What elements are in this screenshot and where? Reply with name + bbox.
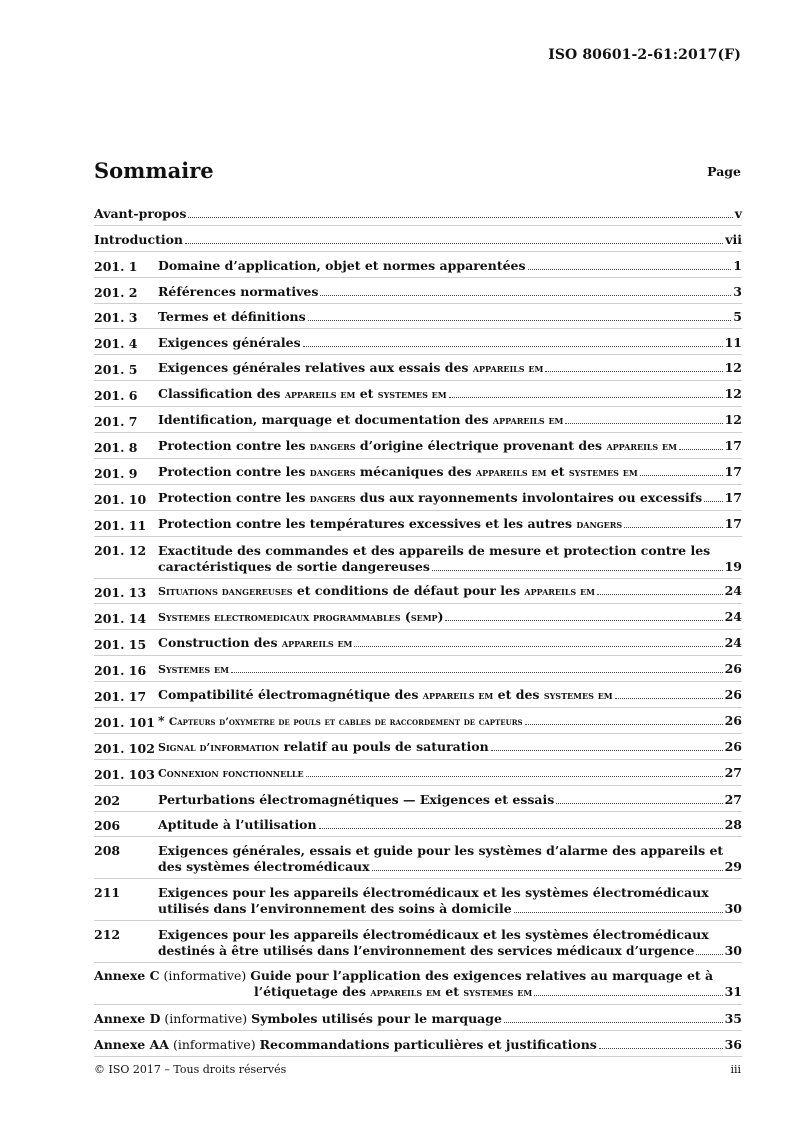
toc-entry-201-10[interactable]	[94, 485, 742, 511]
dot-leader	[534, 995, 722, 996]
toc-entry-number: 201. 14	[94, 611, 147, 627]
toc-entry-number: 201. 11	[94, 517, 147, 533]
toc-entry-number: 206	[94, 818, 121, 834]
toc-entry-page[interactable]: 26	[724, 712, 742, 728]
toc-entry-number: 201. 8	[94, 439, 138, 455]
dot-leader	[565, 423, 722, 424]
dot-leader	[679, 449, 723, 450]
toc-entry-201-7[interactable]	[94, 407, 742, 433]
toc-entry-number: 201. 4	[94, 336, 138, 352]
toc-entry-page[interactable]: 26	[724, 661, 742, 677]
dot-leader	[320, 295, 731, 296]
toc-entry-title[interactable]: Protection contre les dangers d’origine électrique provenant des appareils em	[158, 437, 677, 453]
dot-leader	[504, 1022, 723, 1023]
toc-entry-page[interactable]: 26	[724, 687, 742, 703]
toc-entry-201-12[interactable]	[94, 537, 742, 579]
toc-entry-title[interactable]: Classification des appareils em et systemes em	[158, 386, 447, 402]
dot-leader	[306, 776, 723, 777]
dot-leader	[514, 912, 723, 913]
toc-entry-title[interactable]: Systemes electromedicaux programmables (semp)	[158, 609, 444, 625]
toc-entry-number: 201. 6	[94, 388, 138, 404]
toc-entry-number: 201. 10	[94, 491, 147, 507]
toc-entry-number: 201. 103	[94, 766, 155, 782]
toc-entry-201-8[interactable]	[94, 433, 742, 459]
toc-entry-title[interactable]: Situations dangereuses et conditions de défaut pour les appareils em	[158, 583, 595, 599]
toc-entry-title[interactable]: Annexe AA (informative) Recommandations particulières et justifications	[94, 1037, 597, 1053]
toc-entry-number: 201. 1	[94, 258, 138, 274]
dot-leader	[615, 698, 723, 699]
dot-leader	[491, 750, 723, 751]
toc-entry-title[interactable]: Exigences générales	[158, 335, 301, 351]
toc-entry-number: 201. 3	[94, 310, 138, 326]
toc-entry-page[interactable]: 5	[733, 309, 742, 325]
toc-entry-number: 211	[94, 885, 121, 901]
toc-entry-page[interactable]: 17	[724, 515, 742, 531]
toc-entry-page[interactable]: 35	[724, 1011, 742, 1027]
toc-entry-number: 201. 17	[94, 689, 147, 705]
toc-entry-208[interactable]	[94, 837, 742, 879]
toc-entry-title[interactable]: destinés à être utilisés dans l’environnement des services médicaux d’urgence	[158, 944, 695, 959]
toc-entry-201-3[interactable]	[94, 304, 742, 330]
toc-entry-206[interactable]	[94, 812, 742, 838]
toc-entry-page[interactable]: 27	[724, 764, 742, 780]
toc-entry-title[interactable]: des systèmes électromédicaux	[158, 859, 370, 875]
toc-entry-title[interactable]: utilisés dans l’environnement des soins à domicile	[158, 901, 512, 917]
toc-entry-number: 201. 5	[94, 362, 138, 378]
toc-entry-title[interactable]: Construction des appareils em	[158, 635, 353, 651]
toc-entry-201-15[interactable]	[94, 630, 742, 656]
toc-entry-title[interactable]: * Capteurs d’oxymetre de pouls et cables de raccordement de capteurs	[158, 712, 523, 728]
toc-entry-number: Annexe D	[94, 1011, 161, 1027]
toc-entry-title[interactable]: Exigences générales relatives aux essais des appareils em	[158, 360, 544, 376]
toc-entry-211[interactable]	[94, 879, 742, 921]
toc-entry-number: 201. 102	[94, 740, 155, 756]
toc-entry-annexe-d[interactable]	[94, 1005, 742, 1031]
toc-entry-page[interactable]: 30	[724, 943, 742, 959]
toc-entry-title[interactable]: caractéristiques de sortie dangereuses	[158, 558, 430, 574]
dot-leader	[308, 320, 732, 321]
dot-leader	[640, 475, 723, 476]
dot-leader	[624, 527, 722, 528]
dot-leader	[449, 397, 723, 398]
toc-entry-201-9[interactable]	[94, 459, 742, 485]
toc-entry-number: 212	[94, 927, 121, 943]
toc-entry-201-5[interactable]	[94, 355, 742, 381]
toc-entry-page[interactable]: 17	[724, 463, 742, 479]
toc-entry-201-14[interactable]	[94, 604, 742, 630]
dot-leader	[354, 646, 722, 647]
toc-entry-annexe-c[interactable]	[94, 963, 742, 1005]
toc-entry-201-16[interactable]	[94, 656, 742, 682]
copyright-notice: © ISO 2017 – Tous droits réservés	[94, 1063, 287, 1076]
toc-entry-title[interactable]: Systemes em	[158, 663, 229, 677]
toc-entry-title[interactable]: Protection contre les dangers dus aux rayonnements involontaires ou excessifs	[158, 489, 703, 505]
toc-entry-page[interactable]: 12	[724, 412, 742, 428]
toc-entry-title[interactable]: l’étiquetage des appareils em et systemes em	[254, 984, 533, 1000]
toc-entry-202[interactable]	[94, 786, 742, 812]
dot-leader	[597, 594, 723, 595]
standard-reference: ISO 80601-2-61:2017(F)	[548, 47, 741, 63]
toc-entry-title[interactable]: Protection contre les dangers mécaniques des appareils em et systemes em	[158, 463, 638, 479]
toc-entry-title-line1[interactable]: Exactitude des commandes et des appareils de mesure et protection contre les	[158, 542, 711, 558]
table-of-contents	[94, 200, 742, 1057]
toc-entry-201-6[interactable]	[94, 381, 742, 407]
toc-page-column-label: Page	[707, 164, 741, 179]
toc-entry-page[interactable]: 24	[724, 583, 742, 599]
page-number: iii	[730, 1063, 741, 1076]
toc-entry-annexe-aa[interactable]	[94, 1031, 742, 1057]
toc-entry-201-4[interactable]	[94, 329, 742, 355]
toc-entry-page[interactable]: 24	[724, 609, 742, 625]
toc-entry-title[interactable]: Connexion fonctionnelle	[158, 766, 304, 780]
toc-title: Sommaire	[94, 158, 214, 183]
dot-leader	[372, 870, 723, 871]
toc-entry-page[interactable]: v	[734, 205, 742, 221]
toc-entry-page[interactable]: 17	[724, 437, 742, 453]
informative-tag: (informative)	[159, 968, 251, 984]
informative-tag: (informative)	[168, 1037, 260, 1053]
toc-entry-page[interactable]: 11	[724, 335, 742, 351]
toc-entry-title[interactable]: Domaine d’application, objet et normes apparentées	[158, 257, 526, 273]
toc-entry-page[interactable]: 12	[724, 386, 742, 402]
toc-entry-201-101[interactable]	[94, 708, 742, 734]
toc-entry-page[interactable]: 28	[724, 817, 742, 833]
toc-entry-number: 201. 16	[94, 663, 147, 679]
toc-entry-201-17[interactable]	[94, 682, 742, 708]
toc-entry-212[interactable]	[94, 921, 742, 963]
toc-entry-page[interactable]: 24	[724, 635, 742, 651]
dot-leader	[545, 371, 722, 372]
toc-entry-title[interactable]: Signal d’information relatif au pouls de saturation	[158, 738, 489, 754]
toc-entry-title[interactable]: Perturbations électromagnétiques — Exigences et essais	[158, 791, 555, 807]
dot-leader	[696, 954, 722, 955]
dot-leader	[185, 243, 723, 244]
toc-entry-title[interactable]: Annexe D (informative) Symboles utilisés pour le marquage	[94, 1011, 502, 1027]
toc-entry-page[interactable]: 27	[724, 791, 742, 807]
toc-entry-number: 201. 101	[94, 714, 155, 730]
toc-entry-title-line1[interactable]: Annexe C (informative) Guide pour l’application des exigences relatives au marquage et à	[94, 968, 714, 984]
toc-entry-201-102[interactable]	[94, 734, 742, 760]
dot-leader	[231, 672, 723, 673]
toc-entry-page[interactable]: 30	[724, 901, 742, 917]
toc-entry-number: 201. 2	[94, 284, 138, 300]
toc-entry-number: Annexe C	[94, 968, 160, 984]
toc-entry-page[interactable]: 17	[724, 489, 742, 505]
toc-entry-title[interactable]: Références normatives	[158, 283, 319, 299]
toc-entry-title-line1[interactable]: Exigences générales, essais et guide pour les systèmes d’alarme des appareils et	[158, 843, 724, 859]
dot-leader	[599, 1048, 723, 1049]
toc-entry-number: Annexe AA	[94, 1037, 169, 1053]
toc-entry-number: 201. 9	[94, 465, 138, 481]
toc-entry-introduction[interactable]	[94, 226, 742, 252]
toc-entry-page[interactable]: 3	[733, 283, 742, 299]
toc-entry-number: 202	[94, 792, 121, 808]
toc-entry-201-13[interactable]	[94, 579, 742, 605]
toc-entry-title[interactable]: Introduction	[94, 231, 184, 247]
dot-leader	[319, 828, 723, 829]
toc-entry-title[interactable]: Compatibilité électromagnétique des appareils em et des systemes em	[158, 687, 613, 703]
toc-entry-201-2[interactable]	[94, 278, 742, 304]
toc-entry-title-line1[interactable]: Exigences pour les appareils électromédicaux et les systèmes électromédicaux	[158, 885, 709, 901]
toc-entry-page[interactable]: 26	[724, 738, 742, 754]
dot-leader	[528, 269, 732, 270]
toc-entry-201-11[interactable]	[94, 511, 742, 537]
toc-entry-number: 201. 12	[94, 542, 147, 558]
toc-entry-number: 208	[94, 843, 121, 859]
toc-entry-title[interactable]: Protection contre les températures excessives et les autres dangers	[158, 515, 623, 531]
toc-entry-page[interactable]: vii	[725, 231, 742, 247]
toc-entry-title[interactable]: Avant-propos	[94, 205, 187, 221]
toc-entry-page[interactable]: 29	[724, 859, 742, 875]
toc-entry-page[interactable]: 12	[724, 360, 742, 376]
toc-entry-title[interactable]: Termes et définitions	[158, 309, 306, 325]
toc-entry-201-103[interactable]	[94, 760, 742, 786]
toc-entry-page[interactable]: 1	[733, 257, 742, 273]
dot-leader	[525, 724, 723, 725]
toc-entry-number: 201. 15	[94, 637, 147, 653]
dot-leader	[556, 803, 722, 804]
toc-entry-title[interactable]: Identification, marquage et documentation des appareils em	[158, 412, 564, 428]
toc-entry-201-1[interactable]	[94, 252, 742, 278]
dot-leader	[704, 501, 722, 502]
dot-leader	[432, 570, 723, 571]
informative-tag: (informative)	[160, 1011, 252, 1027]
toc-entry-page[interactable]: 36	[724, 1037, 742, 1053]
toc-entry-title-line1[interactable]: Exigences pour les appareils électromédicaux et les systèmes électromédicaux	[158, 927, 709, 943]
toc-entry-title[interactable]: Aptitude à l’utilisation	[158, 817, 317, 833]
toc-entry-page[interactable]: 19	[724, 558, 742, 574]
toc-entry-number: 201. 7	[94, 414, 138, 430]
dot-leader	[445, 620, 722, 621]
toc-entry-page[interactable]: 31	[724, 984, 742, 1000]
toc-entry-avant-propos[interactable]	[94, 200, 742, 226]
toc-entry-number: 201. 13	[94, 585, 147, 601]
dot-leader	[303, 346, 723, 347]
dot-leader	[188, 217, 732, 218]
